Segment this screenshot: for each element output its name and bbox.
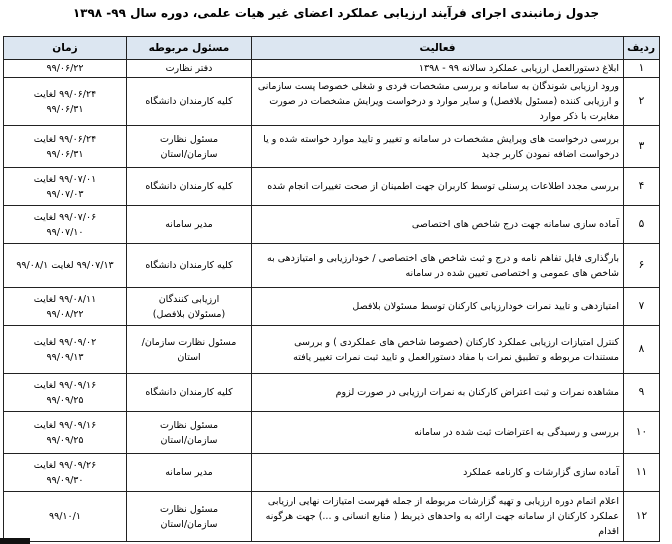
- row-number: ۸: [624, 326, 660, 374]
- time-cell: [4, 78, 127, 126]
- header-time: زمان: [4, 37, 127, 60]
- responsible-line: استان: [177, 351, 201, 363]
- time-line: ۹۹/۱۰/۱: [49, 511, 81, 522]
- time-line: ۹۹/۰۶/۲۲: [46, 63, 84, 74]
- responsible-cell: [127, 244, 252, 288]
- responsible-cell: [127, 60, 252, 78]
- responsible-cell: [127, 492, 252, 542]
- time-cell: [4, 244, 127, 288]
- time-line: ۹۹/۰۷/۰۳: [46, 188, 84, 200]
- responsible-cell: [127, 126, 252, 168]
- responsible-line: (مسئولان بلافصل): [152, 308, 226, 320]
- responsible-line: مسئول نظارت: [159, 503, 219, 515]
- responsible-cell: [127, 288, 252, 326]
- responsible-line: کلیه کارمندان دانشگاه: [145, 387, 233, 398]
- responsible-line: سازمان/استان: [160, 434, 218, 446]
- table-row: [4, 412, 660, 454]
- time-line: ۹۹/۰۷/۰۱ لغایت: [33, 173, 97, 185]
- responsible-cell: [127, 454, 252, 492]
- table-row: [4, 454, 660, 492]
- table-row: [4, 206, 660, 244]
- corner-mark: [0, 538, 30, 544]
- header-activity: فعالیت: [252, 37, 624, 60]
- header-row: [4, 37, 660, 60]
- responsible-line: سازمان/استان: [160, 518, 218, 530]
- activity-cell: بررسی و رسیدگی به اعتراضات ثبت شده در سامانه: [252, 412, 624, 454]
- time-cell: [4, 492, 127, 542]
- table-row: [4, 492, 660, 542]
- responsible-line: مدیر سامانه: [165, 219, 213, 230]
- time-line: ۹۹/۰۹/۱۳: [46, 351, 84, 363]
- table-row: [4, 78, 660, 126]
- responsible-line: کلیه کارمندان دانشگاه: [145, 181, 233, 192]
- row-number: ۴: [624, 168, 660, 206]
- time-line: ۹۹/۰۹/۱۶ لغایت: [33, 379, 97, 391]
- row-number: ۶: [624, 244, 660, 288]
- time-cell: [4, 454, 127, 492]
- time-line: ۹۹/۰۶/۲۴ لغایت: [33, 133, 97, 145]
- time-cell: [4, 60, 127, 78]
- time-line: ۹۹/۰۷/۱۳ لغایت ۹۹/۰۸/۱: [16, 260, 114, 271]
- activity-cell: اعلام اتمام دوره ارزیابی و تهیه گزارشات مربوطه از جمله فهرست امتیازات نهایی ارزیابی عملکرد کارکنان از سامانه جهت ارائه به واحدهای ذیربط ( منابع انسانی و ...) جهت هرگونه اقدام: [252, 492, 624, 542]
- responsible-cell: [127, 374, 252, 412]
- time-line: ۹۹/۰۷/۱۰: [46, 226, 84, 238]
- row-number: ۲: [624, 78, 660, 126]
- time-cell: [4, 374, 127, 412]
- row-number: ۱۰: [624, 412, 660, 454]
- row-number: ۵: [624, 206, 660, 244]
- time-cell: [4, 206, 127, 244]
- responsible-line: سازمان/استان: [160, 148, 218, 160]
- table-row: [4, 374, 660, 412]
- page-title: جدول زمانبندی اجرای فرآیند ارزیابی عملکرد اعضای غیر هیات علمی، دوره سال ۹۹- ۱۳۹۸: [72, 6, 600, 20]
- time-line: ۹۹/۰۸/۲۲: [46, 308, 84, 320]
- activity-cell: بارگذاری فایل تفاهم نامه و درج و ثبت شاخص های اختصاصی / خودارزیابی و امتیازدهی به شاخص های عمومی و اختصاصی تعیین شده در سامانه: [252, 244, 624, 288]
- activity-cell: بررسی درخواست های ویرایش مشخصات در سامانه و تغییر و تایید موارد خواسته شده و یا درخواست اضافه نمودن کاربر جدید: [252, 126, 624, 168]
- row-number: ۱۲: [624, 492, 660, 542]
- time-cell: [4, 326, 127, 374]
- schedule-table: [3, 36, 660, 542]
- activity-cell: امتیازدهی و تایید نمرات خودارزیابی کارکنان توسط مسئولان بلافصل: [252, 288, 624, 326]
- table-row: [4, 288, 660, 326]
- time-line: ۹۹/۰۹/۲۵: [46, 394, 84, 406]
- responsible-cell: [127, 326, 252, 374]
- time-cell: [4, 126, 127, 168]
- activity-cell: آماده سازی گزارشات و کارنامه عملکرد: [252, 454, 624, 492]
- activity-cell: مشاهده نمرات و ثبت اعتراض کارکنان به نمرات ارزیابی در صورت لزوم: [252, 374, 624, 412]
- row-number: ۱۱: [624, 454, 660, 492]
- table-row: [4, 168, 660, 206]
- time-cell: [4, 288, 127, 326]
- responsible-line: کلیه کارمندان دانشگاه: [145, 96, 233, 107]
- activity-cell: ابلاغ دستورالعمل ارزیابی عملکرد سالانه ۹۹ - ۱۳۹۸: [252, 60, 624, 78]
- row-number: ۷: [624, 288, 660, 326]
- header-row-number: ردیف: [624, 37, 660, 60]
- responsible-cell: [127, 206, 252, 244]
- time-cell: [4, 168, 127, 206]
- time-line: ۹۹/۰۶/۳۱: [46, 103, 84, 115]
- time-line: ۹۹/۰۹/۲۵: [46, 434, 84, 446]
- table-row: [4, 244, 660, 288]
- activity-cell: آماده سازی سامانه جهت درج شاخص های اختصاصی: [252, 206, 624, 244]
- activity-cell: کنترل امتیازات ارزیابی عملکرد کارکنان (خصوصا شاخص های عملکردی ) و بررسی مستندات مربوطه و تطبیق نمرات با مفاد دستورالعمل و تایید ثبت نمرات تغییر یافته: [252, 326, 624, 374]
- activity-cell: ورود ارزیابی شوندگان به سامانه و بررسی مشخصات فردی و شغلی خصوصا پست سازمانی و ارزیابی کننده (مسئول بلافصل) و سایر موارد و درخواست ویرایش مشخصات در صورت مغایرت با ذکر موارد: [252, 78, 624, 126]
- time-line: ۹۹/۰۹/۰۲ لغایت: [33, 336, 97, 348]
- responsible-cell: [127, 78, 252, 126]
- time-line: ۹۹/۰۹/۲۶ لغایت: [33, 459, 97, 471]
- responsible-cell: [127, 412, 252, 454]
- row-number: ۳: [624, 126, 660, 168]
- responsible-line: دفتر نظارت: [165, 63, 213, 74]
- time-line: ۹۹/۰۸/۱۱ لغایت: [33, 293, 97, 305]
- time-line: ۹۹/۰۹/۱۶ لغایت: [33, 419, 97, 431]
- responsible-line: مدیر سامانه: [165, 467, 213, 478]
- time-line: ۹۹/۰۶/۳۱: [46, 148, 84, 160]
- time-line: ۹۹/۰۹/۳۰: [46, 474, 84, 486]
- responsible-line: مسئول نظارت: [159, 419, 219, 431]
- responsible-line: ارزیابی کنندگان: [158, 293, 220, 305]
- responsible-cell: [127, 168, 252, 206]
- responsible-line: مسئول نظارت سازمان/: [141, 336, 237, 348]
- table-row: [4, 326, 660, 374]
- table-row: [4, 60, 660, 78]
- time-line: ۹۹/۰۶/۲۴ لغایت: [33, 88, 97, 100]
- row-number: ۱: [624, 60, 660, 78]
- row-number: ۹: [624, 374, 660, 412]
- header-responsible: مسئول مربوطه: [127, 37, 252, 60]
- time-line: ۹۹/۰۷/۰۶ لغایت: [33, 211, 97, 223]
- table-row: [4, 126, 660, 168]
- responsible-line: کلیه کارمندان دانشگاه: [145, 260, 233, 271]
- responsible-line: مسئول نظارت: [159, 133, 219, 145]
- time-cell: [4, 412, 127, 454]
- activity-cell: بررسی مجدد اطلاعات پرسنلی توسط کاربران جهت اطمینان از صحت تغییرات انجام شده: [252, 168, 624, 206]
